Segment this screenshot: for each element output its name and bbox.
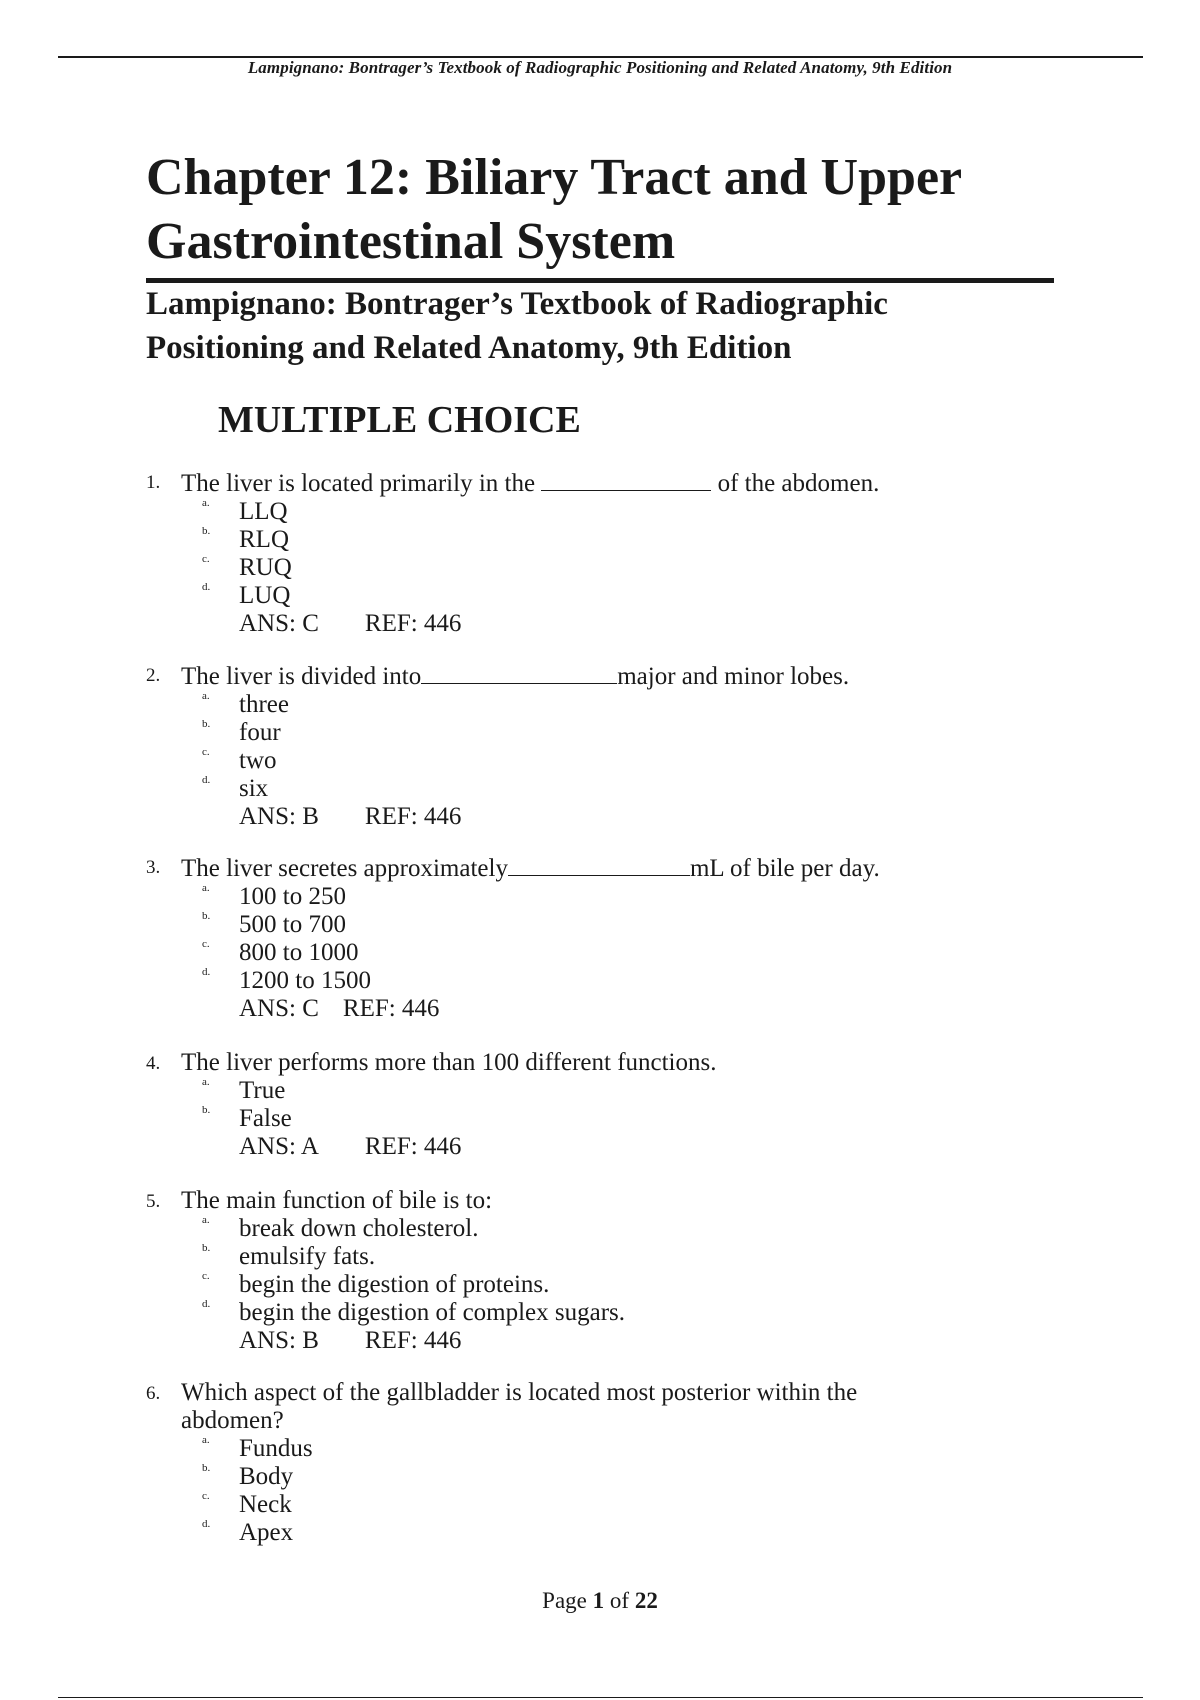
choice-text: Apex bbox=[239, 1519, 294, 1546]
choice-text: 100 to 250 bbox=[239, 883, 346, 910]
choice-letter: d. bbox=[202, 774, 211, 786]
choice-letter: b. bbox=[202, 1242, 211, 1254]
answer-blank bbox=[508, 853, 690, 876]
answer-key: ANS: B bbox=[239, 803, 319, 830]
choice-c bbox=[146, 1271, 1106, 1299]
choice-letter: c. bbox=[202, 1490, 210, 1502]
choice-letter: a. bbox=[202, 1434, 210, 1446]
choice-text: RLQ bbox=[239, 526, 289, 553]
question-number: 4. bbox=[146, 1053, 161, 1074]
question-3 bbox=[146, 853, 1106, 1023]
choice-letter: b. bbox=[202, 1462, 211, 1474]
choice-a bbox=[146, 498, 1106, 526]
question-number: 1. bbox=[146, 472, 161, 493]
page-number bbox=[0, 1588, 1200, 1614]
choice-letter: a. bbox=[202, 690, 210, 702]
answer-line bbox=[146, 1133, 1106, 1161]
choice-text: three bbox=[239, 691, 289, 718]
question-text: The liver performs more than 100 different functions. bbox=[181, 1049, 717, 1076]
question-text: The main function of bile is to: bbox=[181, 1187, 493, 1214]
choice-c bbox=[146, 1491, 1106, 1519]
question-number: 2. bbox=[146, 665, 161, 686]
choice-text: 800 to 1000 bbox=[239, 939, 359, 966]
page-reference: REF: 446 bbox=[342, 995, 440, 1022]
question-text-before: The liver is divided into bbox=[181, 663, 422, 690]
chapter-title-line2: Gastrointestinal System bbox=[146, 213, 676, 270]
choice-b bbox=[146, 1105, 1106, 1133]
choice-letter: b. bbox=[202, 718, 211, 730]
question-number: 6. bbox=[146, 1383, 161, 1404]
choice-text: Neck bbox=[239, 1491, 292, 1518]
choice-text: LUQ bbox=[239, 582, 291, 609]
question-stem bbox=[146, 1187, 1106, 1215]
choice-text: begin the digestion of complex sugars. bbox=[239, 1299, 626, 1326]
question-text-before: The liver secretes approximately bbox=[181, 855, 508, 882]
choice-letter: c. bbox=[202, 938, 210, 950]
choice-c bbox=[146, 747, 1106, 775]
answer-blank bbox=[541, 468, 711, 491]
total-pages: 22 bbox=[634, 1588, 658, 1613]
answer-line bbox=[146, 610, 1106, 638]
answer-line bbox=[146, 1327, 1106, 1355]
choice-letter: a. bbox=[202, 1076, 210, 1088]
choice-text: True bbox=[239, 1077, 286, 1104]
footer-rule bbox=[58, 1697, 1143, 1698]
choice-letter: a. bbox=[202, 882, 210, 894]
question-text-after: major and minor lobes. bbox=[617, 663, 850, 690]
choice-b bbox=[146, 1463, 1106, 1491]
choice-text: begin the digestion of proteins. bbox=[239, 1271, 550, 1298]
choice-a bbox=[146, 1215, 1106, 1243]
question-text-line2: abdomen? bbox=[181, 1407, 284, 1434]
choice-letter: c. bbox=[202, 746, 210, 758]
question-5 bbox=[146, 1187, 1106, 1355]
question-6 bbox=[146, 1379, 1106, 1547]
choice-letter: d. bbox=[202, 966, 211, 978]
section-heading: MULTIPLE CHOICE bbox=[218, 399, 581, 441]
choice-letter: b. bbox=[202, 910, 211, 922]
answer-key: ANS: C bbox=[239, 610, 319, 637]
of-word: of bbox=[609, 1588, 630, 1613]
answer-key: ANS: C bbox=[239, 995, 319, 1022]
choice-text: LLQ bbox=[239, 498, 288, 525]
book-subtitle bbox=[146, 282, 1046, 370]
question-text-line1: Which aspect of the gallbladder is located most posterior within the bbox=[181, 1379, 858, 1406]
question-text-before: The liver is located primarily in the bbox=[181, 470, 536, 497]
choice-text: Fundus bbox=[239, 1435, 313, 1462]
page-reference: REF: 446 bbox=[364, 610, 462, 637]
choice-letter: c. bbox=[202, 553, 210, 565]
choice-a bbox=[146, 1435, 1106, 1463]
choice-letter: a. bbox=[202, 497, 210, 509]
choice-text: 500 to 700 bbox=[239, 911, 346, 938]
choice-d bbox=[146, 1519, 1106, 1547]
choice-text: six bbox=[239, 775, 269, 802]
answer-line bbox=[146, 803, 1106, 831]
choice-b bbox=[146, 1243, 1106, 1271]
choice-c bbox=[146, 939, 1106, 967]
choice-d bbox=[146, 967, 1106, 995]
running-header: Lampignano: Bontrager’s Textbook of Radiographic Positioning and Related Anatomy, 9th Edition bbox=[247, 58, 953, 77]
choice-text: RUQ bbox=[239, 554, 292, 581]
question-2 bbox=[146, 661, 1106, 831]
chapter-title-line1: Chapter 12: Biliary Tract and Upper bbox=[146, 149, 963, 206]
answer-line bbox=[146, 995, 1106, 1023]
page-reference: REF: 446 bbox=[364, 1327, 462, 1354]
choice-letter: d. bbox=[202, 1518, 211, 1530]
choice-text: False bbox=[239, 1105, 292, 1132]
question-1 bbox=[146, 468, 1106, 638]
question-4 bbox=[146, 1049, 1106, 1161]
page-word: Page bbox=[542, 1588, 587, 1613]
question-number: 3. bbox=[146, 857, 161, 878]
choice-text: two bbox=[239, 747, 277, 774]
page-reference: REF: 446 bbox=[364, 803, 462, 830]
choice-b bbox=[146, 719, 1106, 747]
answer-key: ANS: A bbox=[239, 1133, 319, 1160]
page-reference: REF: 446 bbox=[364, 1133, 462, 1160]
subtitle-line2: Positioning and Related Anatomy, 9th Edition bbox=[146, 330, 792, 366]
choice-text: 1200 to 1500 bbox=[239, 967, 371, 994]
choice-letter: b. bbox=[202, 1104, 211, 1116]
choice-text: break down cholesterol. bbox=[239, 1215, 479, 1242]
chapter-title bbox=[146, 146, 1066, 274]
question-stem bbox=[146, 1049, 1106, 1077]
question-stem bbox=[146, 1379, 1106, 1435]
answer-key: ANS: B bbox=[239, 1327, 319, 1354]
choice-text: emulsify fats. bbox=[239, 1243, 376, 1270]
question-text-after: of the abdomen. bbox=[717, 470, 880, 497]
choice-letter: d. bbox=[202, 581, 211, 593]
question-text-after: mL of bile per day. bbox=[689, 855, 880, 882]
choice-b bbox=[146, 911, 1106, 939]
choice-a bbox=[146, 883, 1106, 911]
question-number: 5. bbox=[146, 1191, 161, 1212]
choice-letter: d. bbox=[202, 1298, 211, 1310]
question-stem bbox=[146, 468, 1106, 498]
choice-text: Body bbox=[239, 1463, 294, 1490]
choice-d bbox=[146, 775, 1106, 803]
choice-a bbox=[146, 691, 1106, 719]
choice-a bbox=[146, 1077, 1106, 1105]
subtitle-line1: Lampignano: Bontrager’s Textbook of Radiographic bbox=[146, 286, 888, 322]
choice-letter: c. bbox=[202, 1270, 210, 1282]
choice-letter: a. bbox=[202, 1214, 210, 1226]
answer-blank bbox=[421, 661, 617, 684]
choice-d bbox=[146, 582, 1106, 610]
choice-d bbox=[146, 1299, 1106, 1327]
current-page: 1 bbox=[592, 1588, 605, 1613]
choice-text: four bbox=[239, 719, 281, 746]
choice-c bbox=[146, 554, 1106, 582]
question-stem bbox=[146, 853, 1106, 883]
choice-b bbox=[146, 526, 1106, 554]
choice-letter: b. bbox=[202, 525, 211, 537]
question-stem bbox=[146, 661, 1106, 691]
